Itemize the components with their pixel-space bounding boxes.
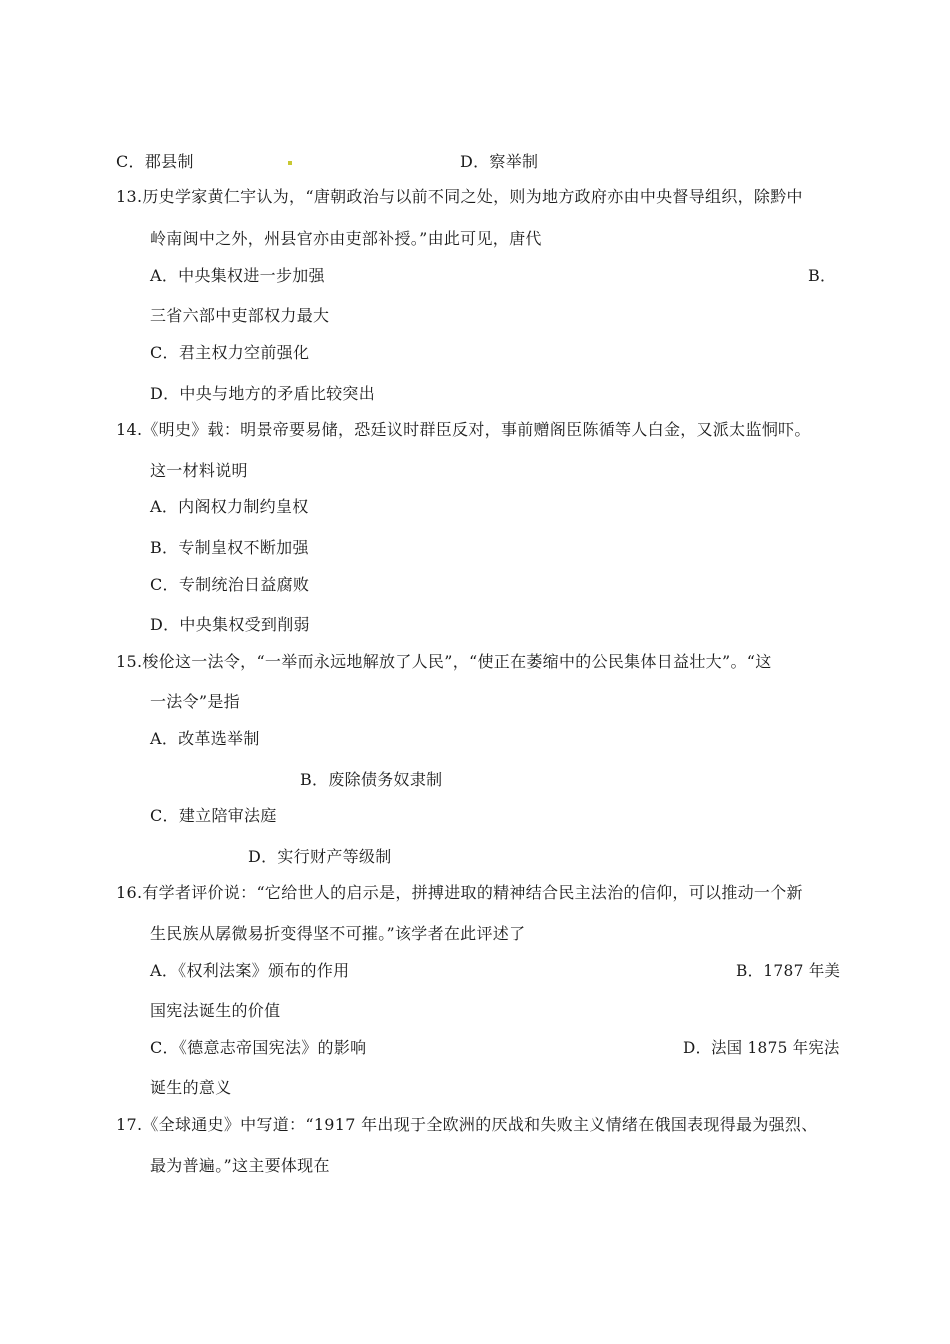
question-13-stem: 13.历史学家黄仁宇认为，“唐朝政治与以前不同之处，则为地方政府亦由中央督导组织，除黔中 (116, 187, 803, 206)
question-15-stem-cont: 一法令”是指 (150, 692, 240, 711)
question-14-option-c: C．专制统治日益腐败 (150, 575, 310, 594)
question-14-option-a: A．内阁权力制约皇权 (150, 497, 309, 516)
question-15-option-c: C．建立陪审法庭 (150, 806, 277, 825)
question-16-option-b-label: B．1787 年美 (736, 961, 841, 980)
question-16-option-c: C．《德意志帝国宪法》的影响 (150, 1038, 367, 1057)
question-16-option-d-label: D．法国 1875 年宪法 (683, 1038, 840, 1057)
question-17-stem-cont: 最为普遍。”这主要体现在 (150, 1156, 330, 1175)
question-14-stem: 14.《明史》载：明景帝要易储，恐廷议时群臣反对，事前赠阁臣陈循等人白金，又派太监恫吓。 (116, 420, 811, 439)
question-13-option-a: A．中央集权进一步加强 (150, 266, 325, 285)
question-15-stem: 15.梭伦这一法令，“一举而永远地解放了人民”，“使正在萎缩中的公民集体日益壮大”。“这 (116, 652, 772, 671)
option-d-text: D．察举制 (460, 152, 539, 171)
question-16-option-b-text: 国宪法诞生的价值 (150, 1001, 281, 1020)
question-14-option-d: D．中央集权受到削弱 (150, 615, 310, 634)
question-16-stem: 16.有学者评价说：“它给世人的启示是，拼搏进取的精神结合民主法治的信仰，可以推动一个新 (116, 883, 803, 902)
question-14-option-b: B．专制皇权不断加强 (150, 538, 309, 557)
question-16-option-d-text: 诞生的意义 (150, 1078, 232, 1097)
question-15-option-d: D．实行财产等级制 (248, 847, 392, 866)
question-15-option-a: A．改革选举制 (150, 729, 260, 748)
option-c-text: C．郡县制 (116, 152, 194, 171)
question-14-stem-cont: 这一材料说明 (150, 461, 248, 480)
decorative-dot (288, 161, 292, 165)
question-15-option-b: B．废除债务奴隶制 (300, 770, 443, 789)
question-16-stem-cont: 生民族从孱微易折变得坚不可摧。”该学者在此评述了 (150, 924, 526, 943)
question-13-option-d: D．中央与地方的矛盾比较突出 (150, 384, 376, 403)
question-13-option-c: C．君主权力空前强化 (150, 343, 310, 362)
question-17-stem: 17.《全球通史》中写道：“1917 年出现于全欧洲的厌战和失败主义情绪在俄国表现得最为强烈、 (116, 1115, 818, 1134)
question-16-option-a: A．《权利法案》颁布的作用 (150, 961, 350, 980)
question-13-stem-cont: 岭南闽中之外，州县官亦由吏部补授。”由此可见，唐代 (150, 229, 542, 248)
question-13-option-b-text: 三省六部中吏部权力最大 (150, 306, 330, 325)
question-13-option-b-label: B． (808, 266, 837, 285)
